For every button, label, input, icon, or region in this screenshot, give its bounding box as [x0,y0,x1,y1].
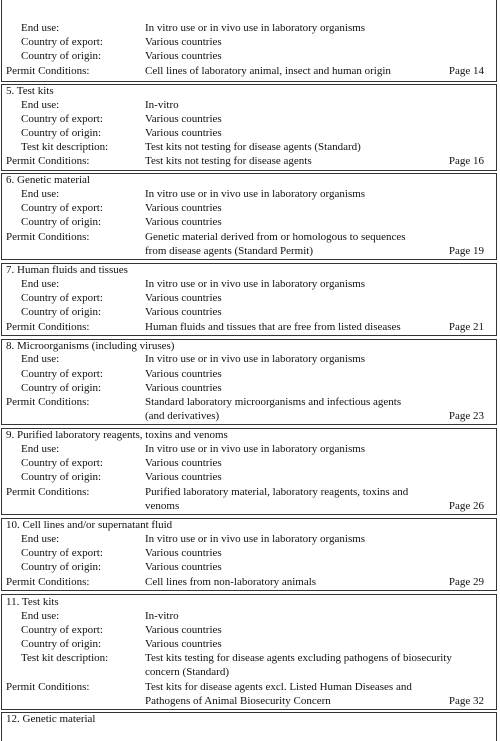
value-country-origin: Various countries [145,306,222,318]
page-reference: Page 14 [448,65,484,77]
value-country-export: Various countries [145,202,222,214]
label-permit-conditions: Permit Conditions: [6,486,90,498]
value-permit-conditions: Human fluids and tissues that are free from listed diseases [145,321,401,333]
value-end-use: In vitro use or in vivo use in laboratory organisms [145,443,366,455]
value-end-use: In-vitro [145,99,179,111]
label-country-origin: Country of origin: [21,638,102,650]
section-12-genetic-material [1,712,497,741]
label-country-origin: Country of origin: [21,50,102,62]
section-title: 7. Human fluids and tissues [6,264,128,276]
value-permit-conditions-cont: from disease agents (Standard Permit) [145,245,314,257]
section-title: 9. Purified laboratory reagents, toxins and venoms [6,429,228,441]
value-test-kit-description: Test kits testing for disease agents excluding pathogens of biosecurity [145,652,452,664]
value-country-origin: Various countries [145,382,222,394]
value-country-origin: Various countries [145,127,222,139]
section-title: 12. Genetic material [6,713,96,725]
value-country-origin: Various countries [145,471,222,483]
value-permit-conditions-cont: venoms [145,500,180,512]
value-country-export: Various countries [145,36,222,48]
value-permit-conditions: Standard laboratory microorganisms and infectious agents [145,396,402,408]
value-country-export: Various countries [145,547,222,559]
value-test-kit-description-cont: concern (Standard) [145,666,229,678]
label-country-origin: Country of origin: [21,306,102,318]
section-title: 10. Cell lines and/or supernatant fluid [6,519,173,531]
label-country-export: Country of export: [21,624,103,636]
value-permit-conditions-cont: (and derivatives) [145,410,220,422]
value-permit-conditions: Cell lines from non-laboratory animals [145,576,317,588]
section-title: 5. Test kits [6,85,54,97]
value-end-use: In vitro use or in vivo use in laboratory organisms [145,353,366,365]
value-permit-conditions-cont: Pathogens of Animal Biosecurity Concern [145,695,331,707]
label-end-use: End use: [21,188,60,200]
label-country-export: Country of export: [21,202,103,214]
value-country-export: Various countries [145,624,222,636]
value-permit-conditions: Test kits not testing for disease agents [145,155,312,167]
value-country-export: Various countries [145,113,222,125]
section-7-human-fluids [1,263,497,336]
label-country-export: Country of export: [21,113,103,125]
label-end-use: End use: [21,353,60,365]
section-6-genetic-material [1,173,497,260]
value-permit-conditions: Test kits for disease agents excl. Listed Human Diseases and [145,681,412,693]
label-end-use: End use: [21,99,60,111]
label-country-export: Country of export: [21,36,103,48]
page-reference: Page 21 [448,321,484,333]
value-test-kit-description: Test kits not testing for disease agents (Standard) [145,141,361,153]
label-end-use: End use: [21,22,60,34]
label-country-origin: Country of origin: [21,561,102,573]
label-end-use: End use: [21,278,60,290]
section-5-test-kits [1,84,497,171]
section-continued [1,0,497,82]
page-reference: Page 29 [448,576,484,588]
value-country-export: Various countries [145,292,222,304]
section-8-microorganisms [1,339,497,425]
label-end-use: End use: [21,443,60,455]
value-country-export: Various countries [145,457,222,469]
label-end-use: End use: [21,610,60,622]
section-title: 6. Genetic material [6,174,90,186]
value-permit-conditions: Purified laboratory material, laboratory reagents, toxins and [145,486,409,498]
label-country-export: Country of export: [21,457,103,469]
label-test-kit-description: Test kit description: [21,141,109,153]
value-end-use: In vitro use or in vivo use in laboratory organisms [145,188,366,200]
label-country-origin: Country of origin: [21,127,102,139]
value-permit-conditions: Cell lines of laboratory animal, insect and human origin [145,65,391,77]
label-country-origin: Country of origin: [21,471,102,483]
value-country-export: Various countries [145,368,222,380]
label-permit-conditions: Permit Conditions: [6,155,90,167]
label-end-use: End use: [21,533,60,545]
label-permit-conditions: Permit Conditions: [6,231,90,243]
value-country-origin: Various countries [145,50,222,62]
page-reference: Page 16 [448,155,484,167]
label-country-export: Country of export: [21,292,103,304]
label-country-origin: Country of origin: [21,382,102,394]
page-reference: Page 32 [448,695,484,707]
value-country-origin: Various countries [145,561,222,573]
label-permit-conditions: Permit Conditions: [6,65,90,77]
value-permit-conditions: Genetic material derived from or homologous to sequences [145,231,406,243]
label-country-origin: Country of origin: [21,216,102,228]
label-permit-conditions: Permit Conditions: [6,681,90,693]
value-country-origin: Various countries [145,638,222,650]
label-permit-conditions: Permit Conditions: [6,396,90,408]
label-country-export: Country of export: [21,547,103,559]
value-end-use: In vitro use or in vivo use in laboratory organisms [145,22,366,34]
section-title: 11. Test kits [6,596,59,608]
section-11-test-kits [1,594,497,710]
page-reference: Page 23 [448,410,484,422]
value-end-use: In-vitro [145,610,179,622]
value-country-origin: Various countries [145,216,222,228]
label-country-export: Country of export: [21,368,103,380]
value-end-use: In vitro use or in vivo use in laboratory organisms [145,533,366,545]
page-reference: Page 19 [448,245,484,257]
section-10-cell-lines [1,518,497,591]
section-9-purified-reagents [1,428,497,515]
value-end-use: In vitro use or in vivo use in laboratory organisms [145,278,366,290]
label-permit-conditions: Permit Conditions: [6,576,90,588]
label-permit-conditions: Permit Conditions: [6,321,90,333]
label-test-kit-description: Test kit description: [21,652,109,664]
page-reference: Page 26 [448,500,484,512]
section-title: 8. Microorganisms (including viruses) [6,340,175,352]
